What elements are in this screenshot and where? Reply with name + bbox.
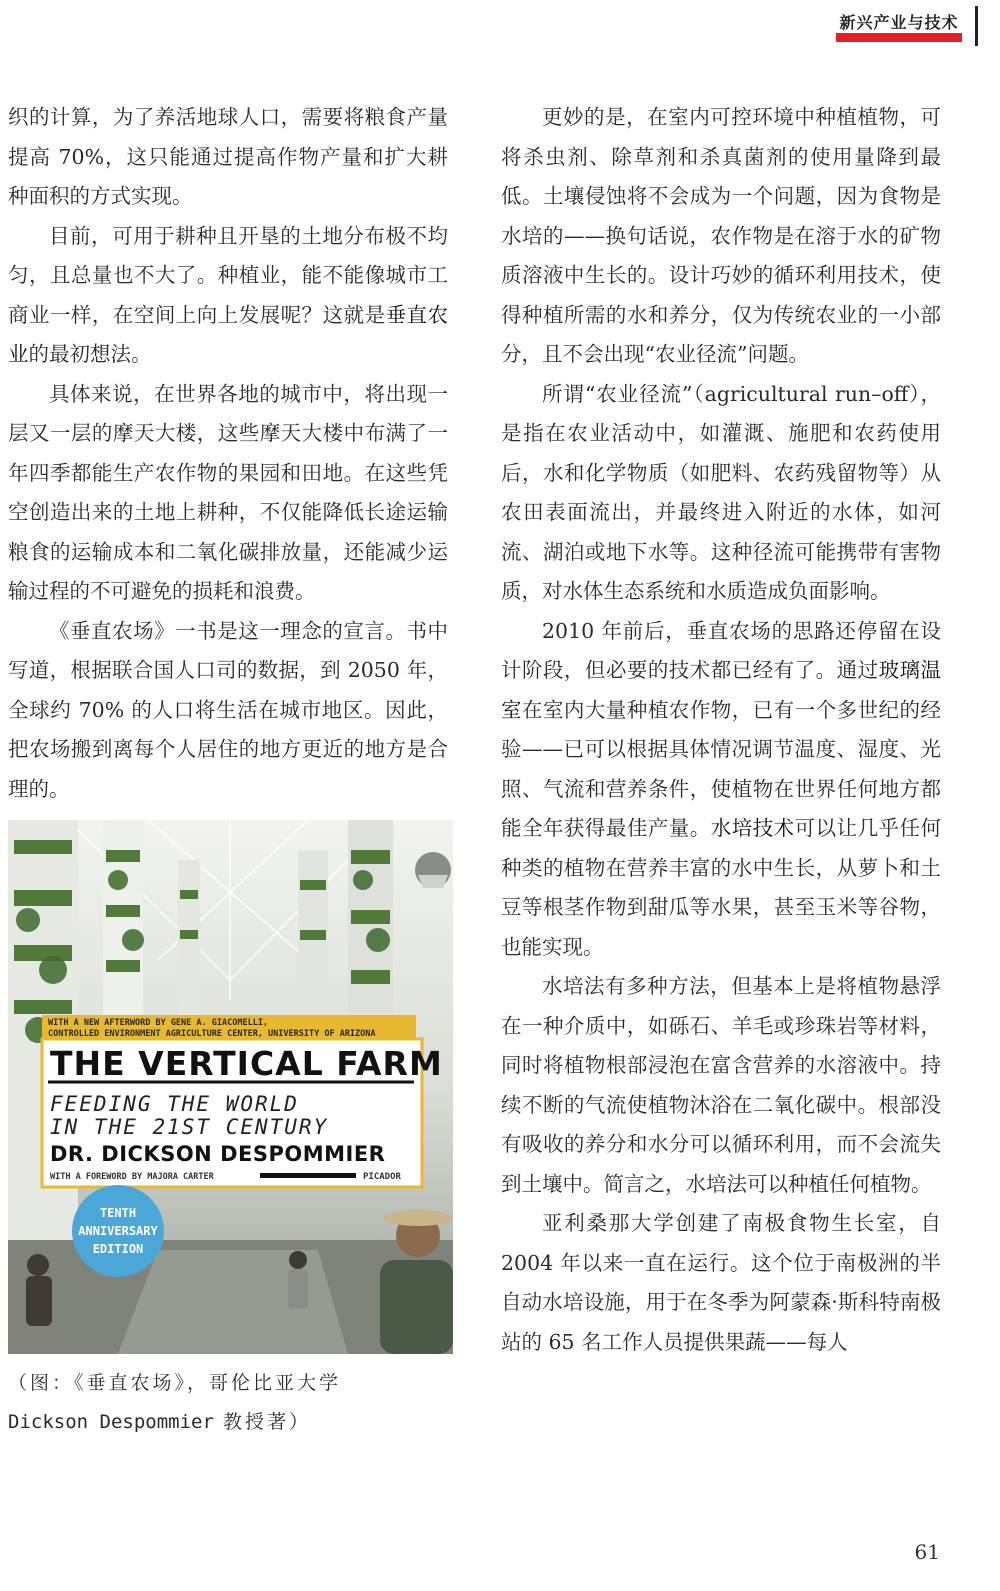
cover-subtitle-line1: FEEDING THE WORLD (50, 1092, 299, 1116)
right-column (501, 98, 941, 1362)
caption-author-name: Dickson Despommier (8, 1411, 214, 1433)
paragraph: 水培法有多种方法，但基本上是将植物悬浮在一种介质中，如砾石、羊毛或珍珠岩等材料，同时将植物根部浸泡在富含营养的水溶液中。持续不断的气流使植物沐浴在二氧化碳中。根部没有吸收的养分和水分可以循环利用，而不会流失到土壤中。简言之，水培法可以种植任何植物。 (501, 974, 941, 1196)
page-number: 61 (914, 1540, 940, 1564)
key-term: 垂直农业 (8, 302, 449, 366)
badge-line2: ANNIVERSARY (78, 1224, 158, 1238)
paragraph: 更妙的是，在室内可控环境中种植植物，可将杀虫剂、除草剂和杀真菌剂的使用量降到最低。土壤侵蚀将不会成为一个问题，因为食物是水培的——换句话说，农作物是在溶于水的矿物质溶液中生长的。设计巧妙的循环利用技术，使得种植所需的水和养分，仅为传统农业的一小部分，且不会出现“农业径流”问题。 (501, 105, 941, 366)
paragraph: 具体来说，在世界各地的城市中，将出现一层又一层的摩天大楼，这些摩天大楼中布满了一年四季都能生产农作物的果园和田地。在这些凭空创造出来的土地上耕种，不仅能降低长途运输粮食的运输成本和二氧化碳排放量，还能减少运输过程的不可避免的损耗和浪费。 (8, 381, 448, 603)
cover-author: DR. DICKSON DESPOMMIER (50, 1142, 386, 1166)
paragraph: 《垂直农场》一书是这一理念的宣言。书中写道，根据联合国人口司的数据，到 2050 年，全球约 70% 的人口将生活在城市地区。因此，把农场搬到离每个人居住的地方更近的地方是合理的。 (8, 618, 448, 801)
figure-caption: （图：《垂直农场》，哥伦比亚大学 Dickson Despommier 教授著） (8, 1372, 342, 1433)
paragraph: 织的计算，为了养活地球人口，需要将粮食产量提高 70%，这只能通过提高作物产量和扩大耕种面积的方式实现。 (8, 105, 448, 208)
paragraph: 所谓“农业径流”（agricultural run–off），是指在农业活动中，如灌溉、施肥和农药使用后，水和化学物质（如肥料、农药残留物等）从农田表面流出，并最终进入附近的水体，如河流、湖泊或地下水等。这种径流可能携带有害物质，对水体生态系统和水质造成负面影响。 (501, 381, 941, 603)
cover-afterword-line2: CONTROLLED ENVIRONMENT AGRICULTURE CENTER, UNIVERSITY OF ARIZONA (48, 1029, 376, 1039)
cover-title: THE VERTICAL FARM (50, 1044, 443, 1083)
header-divider (975, 6, 978, 46)
paragraph: 2010 年前后，垂直农场的思路还停留在设计阶段，但必要的技术都已经有了。通过玻璃温室在室内大量种植农作物，已有一个多世纪的经验——已可以根据具体情况调节温度、湿度、光照、气流和营养条件，使植物在世界任何地方都能全年获得最佳产量。水培技术可以让几乎任何种类的植物在营养丰富的水中生长，从萝卜和土豆等根茎作物到甜瓜等水果，甚至玉米等谷物，也能实现。 (501, 618, 942, 959)
cover-subtitle-line2: IN THE 21ST CENTURY (50, 1115, 329, 1139)
key-term: 玻璃温室 (501, 658, 942, 722)
left-column (8, 98, 448, 809)
section-title: 新兴产业与技术 (839, 13, 959, 32)
book-cover-image (8, 820, 453, 1354)
cover-foreword: WITH A FOREWORD BY MAJORA CARTER (50, 1172, 214, 1182)
paragraph: 目前，可用于耕种且开垦的土地分布极不均匀，且总量也不大了。种植业，能不能像城市工商业一样，在空间上向上发展呢？这就是垂直农业的最初想法。 (8, 223, 449, 366)
cover-publisher: PICADOR (363, 1172, 401, 1182)
badge-line1: TENTH (99, 1206, 137, 1220)
badge-line3: EDITION (92, 1242, 144, 1256)
paragraph: 亚利桑那大学创建了南极食物生长室，自 2004 年以来一直在运行。这个位于南极洲的半自动水培设施，用于在冬季为阿蒙森·斯科特南极站的 65 名工作人员提供果蔬——每人 (501, 1211, 941, 1354)
key-term: 水培技术 (710, 816, 795, 840)
cover-afterword-line1: WITH A NEW AFTERWORD BY GENE A. GIACOMELLI, (48, 1018, 269, 1028)
section-accent-bar (836, 33, 962, 42)
